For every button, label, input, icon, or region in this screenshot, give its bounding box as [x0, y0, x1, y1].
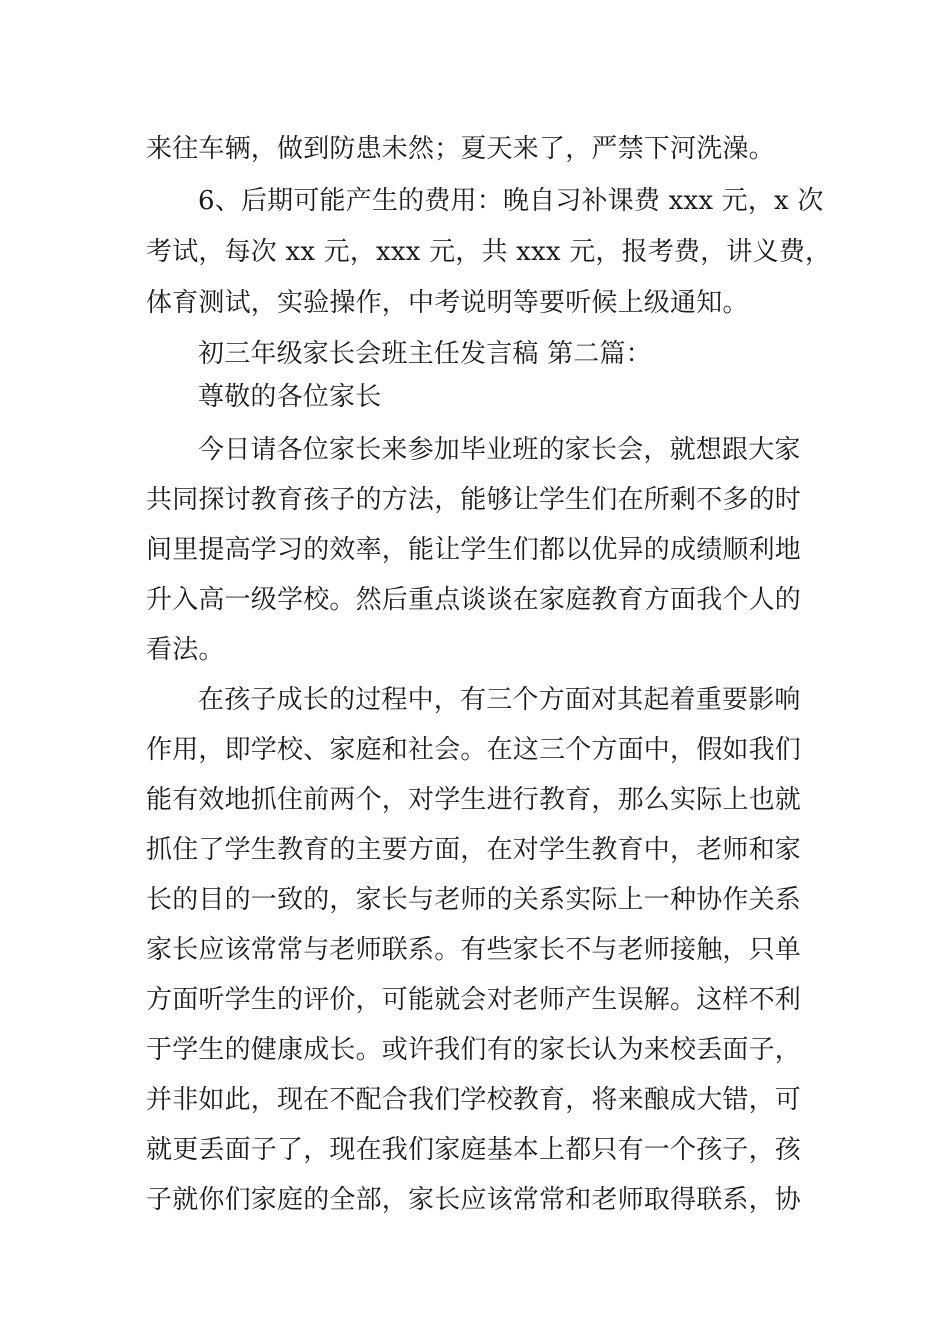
text-line: 方面听学生的评价，可能就会对老师产生误解。这样不利 [146, 985, 802, 1015]
text-line: 能有效地抓住前两个，对学生进行教育，那么实际上也就 [146, 785, 802, 815]
text-line: 间里提高学习的效率，能让学生们都以优异的成绩顺利地 [146, 535, 802, 565]
text-line: 6、后期可能产生的费用：晚自习补课费 xxx 元，x 次 [198, 186, 824, 216]
text-line: 看法。 [146, 635, 225, 665]
text-line: 今日请各位家长来参加毕业班的家长会，就想跟大家 [198, 435, 801, 465]
text-line: 抓住了学生教育的主要方面，在对学生教育中，老师和家 [146, 835, 802, 865]
text-line: 升入高一级学校。然后重点谈谈在家庭教育方面我个人的 [146, 585, 802, 615]
text-line: 子就你们家庭的全部，家长应该常常和老师取得联系，协 [146, 1185, 802, 1215]
text-line: 于学生的健康成长。或许我们有的家长认为来校丢面子， [146, 1035, 802, 1065]
text-line: 来往车辆，做到防患未然；夏天来了，严禁下河洗澡。 [146, 134, 775, 164]
text-line: 就更丢面子了，现在我们家庭基本上都只有一个孩子，孩 [146, 1135, 802, 1165]
text-line: 作用，即学校、家庭和社会。在这三个方面中，假如我们 [146, 735, 802, 765]
text-line: 并非如此，现在不配合我们学校教育，将来酿成大错，可 [146, 1085, 802, 1115]
text-line: 共同探讨教育孩子的方法，能够让学生们在所剩不多的时 [146, 485, 802, 515]
salutation: 尊敬的各位家长 [198, 382, 382, 412]
text-line: 长的目的一致的，家长与老师的关系实际上一种协作关系 [146, 885, 802, 915]
text-line: 家长应该常常与老师联系。有些家长不与老师接触，只单 [146, 935, 802, 965]
text-line: 体育测试，实验操作，中考说明等要听候上级通知。 [146, 288, 749, 318]
text-line: 考试，每次 xx 元，xxx 元，共 xxx 元，报考费，讲义费， [146, 237, 832, 267]
text-line: 在孩子成长的过程中，有三个方面对其起着重要影响 [198, 685, 801, 715]
section-heading: 初三年级家长会班主任发言稿 第二篇： [198, 339, 652, 369]
